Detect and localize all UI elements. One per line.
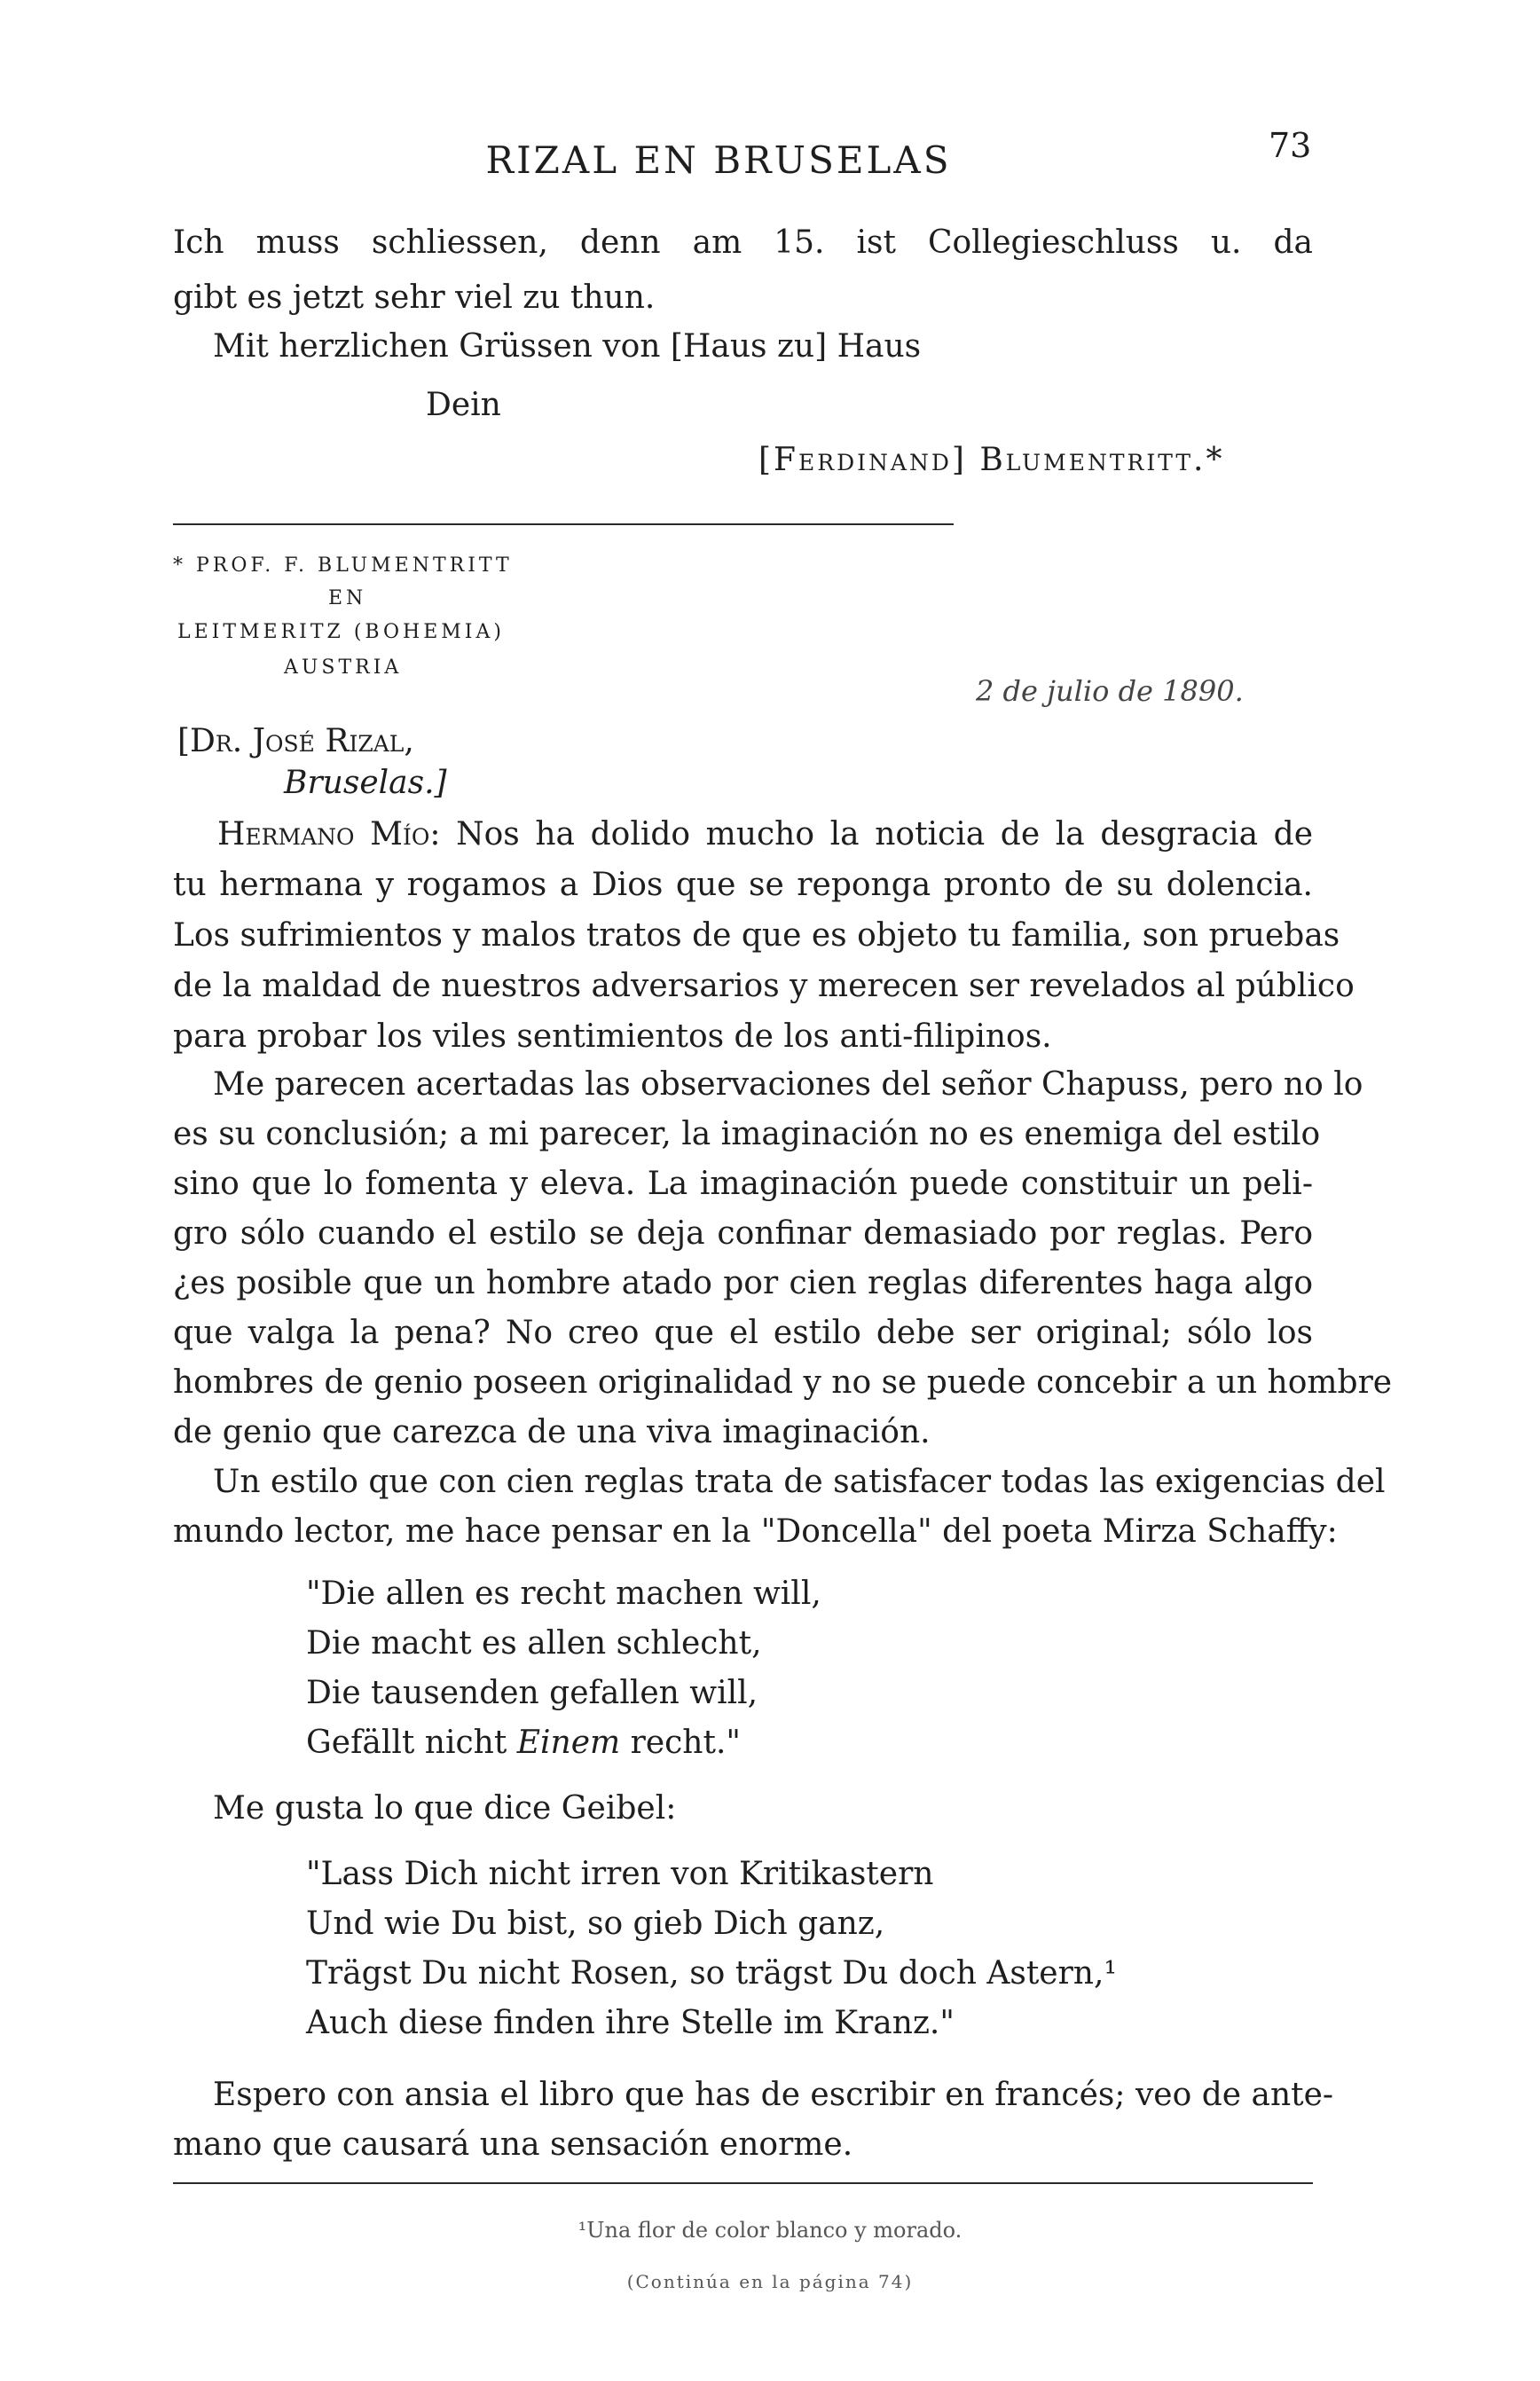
recipient-city: Bruselas.] <box>284 765 447 801</box>
body-line: mano que causará una sensación enorme. <box>173 2126 853 2163</box>
previous-letter-greeting: Mit herzlichen Grüssen von [Haus zu] Haus <box>213 328 922 365</box>
body-line: sino que lo fomenta y eleva. La imaginación puede constituir un peli- <box>173 1166 1313 1202</box>
poem-line: "Lass Dich nicht irren von Kritikastern <box>306 1856 934 1892</box>
body-line: Me parecen acertadas las observaciones del señor Chapuss, pero no lo <box>213 1066 1363 1103</box>
body-line: ¿es posible que un hombre atado por cien reglas diferentes haga algo <box>173 1265 1313 1301</box>
previous-letter-signature: [Ferdinand] Blumentritt.* <box>758 442 1225 478</box>
body-line: tu hermana y rogamos a Dios que se reponga pronto de su dolencia. <box>173 867 1313 903</box>
letter-date: 2 de julio de 1890. <box>976 674 1244 708</box>
page-number: 73 <box>1269 126 1312 165</box>
address-line: EN <box>328 587 367 609</box>
poem-line: Auch diese finden ihre Stelle im Kranz." <box>306 2005 955 2041</box>
poem-line: Und wie Du bist, so gieb Dich ganz, <box>306 1906 885 1942</box>
body-line: gro sólo cuando el estilo se deja confinar demasiado por reglas. Pero <box>173 1215 1313 1252</box>
address-line: LEITMERITZ (BOHEMIA) <box>177 621 505 643</box>
section-divider <box>173 523 954 525</box>
poem-line: "Die allen es recht machen will, <box>306 1576 821 1612</box>
previous-letter-line: Ich muss schliessen, denn am 15. ist Collegieschluss u. da <box>173 224 1313 261</box>
previous-letter-closing: Dein <box>426 387 501 423</box>
body-line-first: Hermano Mío: Nos ha dolido mucho la noticia de la desgracia de <box>217 816 1313 853</box>
poem-line: Die tausenden gefallen will, <box>306 1675 758 1711</box>
footnote: ¹Una flor de color blanco y morado. <box>578 2218 962 2243</box>
body-line: Me gusta lo que dice Geibel: <box>213 1790 677 1827</box>
poem-line: Trägst Du nicht Rosen, so trägst Du doch Astern,¹ <box>306 1955 1117 1992</box>
salutation: Hermano Mío <box>217 816 430 853</box>
body-line: Los sufrimientos y malos tratos de que es objeto tu familia, son pruebas <box>173 917 1340 954</box>
body-line: Un estilo que con cien reglas trata de satisfacer todas las exigencias del <box>213 1464 1386 1500</box>
body-line: de genio que carezca de una viva imaginación. <box>173 1414 931 1450</box>
body-line: Espero con ansia el libro que has de escribir en francés; veo de ante- <box>213 2077 1334 2113</box>
recipient-name: [Dr. José Rizal, <box>177 723 414 759</box>
previous-letter-line: gibt es jetzt sehr viel zu thun. <box>173 279 656 316</box>
footnote-divider <box>173 2182 1313 2184</box>
body-line: de la maldad de nuestros adversarios y merecen ser revelados al público <box>173 968 1355 1004</box>
body-line: mundo lector, me hace pensar en la "Doncella" del poeta Mirza Schaffy: <box>173 1513 1338 1550</box>
poem-line: Die macht es allen schlecht, <box>306 1625 762 1662</box>
body-line: para probar los viles sentimientos de los anti-filipinos. <box>173 1018 1052 1055</box>
poem-line: Gefällt nicht Einem recht." <box>306 1725 741 1761</box>
address-line: * PROF. F. BLUMENTRITT <box>173 554 513 577</box>
continuation-note: (Continúa en la página 74) <box>626 2271 914 2292</box>
address-line: AUSTRIA <box>284 656 403 679</box>
running-head: RIZAL EN BRUSELAS <box>485 138 952 182</box>
body-line: que valga la pena? No creo que el estilo debe ser original; sólo los <box>173 1315 1313 1351</box>
body-line: hombres de genio poseen originalidad y no se puede concebir a un hombre <box>173 1364 1393 1401</box>
body-line: es su conclusión; a mi parecer, la imaginación no es enemiga del estilo <box>173 1116 1321 1152</box>
